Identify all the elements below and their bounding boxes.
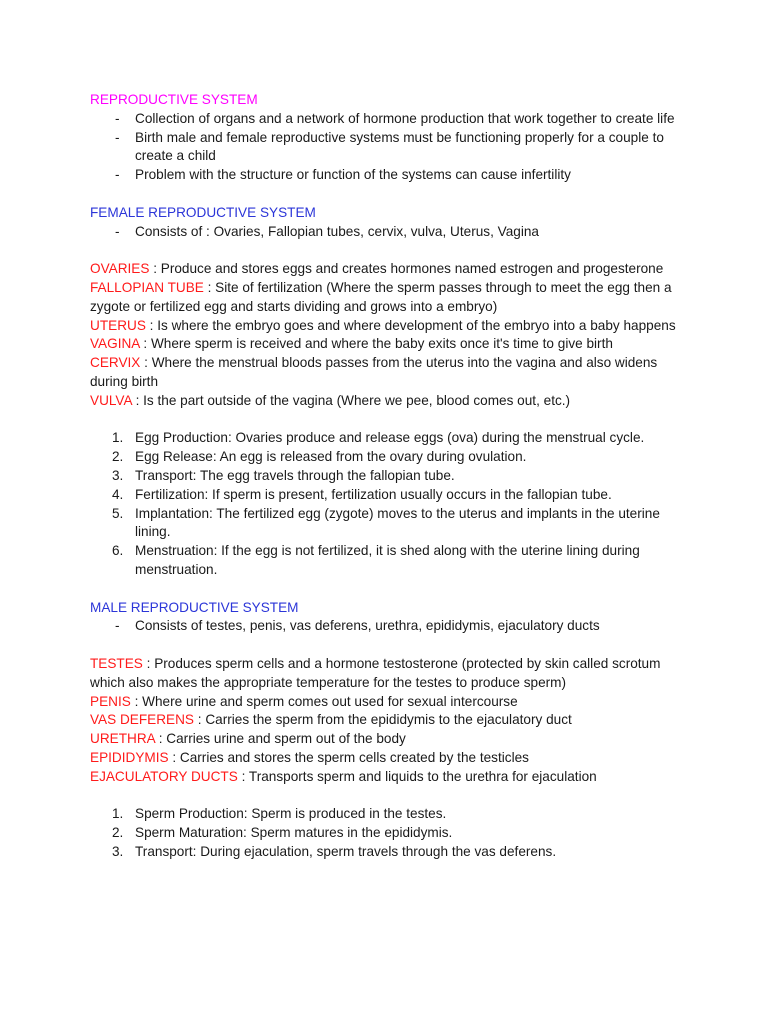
list-item — [90, 824, 690, 843]
list-item — [90, 486, 690, 505]
term-description: : Is where the embryo goes and where development of the embryo into a baby happens — [145, 317, 676, 333]
list-text: Sperm Maturation: Sperm matures in the epididymis. — [135, 825, 453, 841]
term-label: CERVIX — [90, 355, 141, 371]
term-description: : Carries and stores the sperm cells created by the testicles — [168, 749, 529, 765]
list-number: 1. — [112, 806, 124, 822]
spacer — [90, 241, 690, 260]
reproductive-system-heading: REPRODUCTIVE SYSTEM — [90, 92, 258, 107]
list-text: Egg Production: Ovaries produce and release eggs (ova) during the menstrual cycle. — [135, 430, 645, 446]
list-text: Menstruation: If the egg is not fertilized, it is shed along with the uterine lining during menstruation. — [135, 543, 640, 577]
term-label: VAS DEFERENS — [90, 712, 194, 728]
list-item — [90, 429, 690, 448]
bullet-item: - Collection of organs and a network of hormone production that work together to create life — [90, 110, 690, 129]
spacer — [90, 786, 690, 805]
list-number: 2. — [112, 825, 124, 841]
reproductive-system-bullets — [90, 110, 690, 185]
female-system-bullets — [90, 223, 690, 242]
list-text: Transport: During ejaculation, sperm travels through the vas deferens. — [135, 843, 557, 859]
term-definition — [90, 730, 690, 749]
term-label: URETHRA — [90, 731, 155, 747]
term-label: UTERUS — [90, 317, 146, 333]
term-label: FALLOPIAN TUBE — [90, 279, 204, 295]
list-number: 6. — [112, 543, 124, 559]
term-definition — [90, 749, 690, 768]
list-text: Implantation: The fertilized egg (zygote) moves to the uterus and implants in the uterine lining. — [135, 505, 660, 540]
term-definition — [90, 335, 690, 354]
list-text: Fertilization: If sperm is present, fertilization usually occurs in the fallopian tube. — [135, 486, 612, 502]
female-terms — [90, 260, 690, 410]
term-description: : Where sperm is received and where the baby exits once it's time to give birth — [139, 336, 613, 352]
list-number: 3. — [112, 843, 124, 859]
term-definition — [90, 279, 690, 317]
list-item — [90, 467, 690, 486]
term-definition — [90, 711, 690, 730]
term-description: : Carries the sperm from the epididymis to the ejaculatory duct — [194, 712, 572, 728]
list-number: 4. — [112, 486, 124, 502]
list-number: 5. — [112, 505, 124, 521]
term-definition — [90, 693, 690, 712]
list-item — [90, 843, 690, 862]
term-description: : Where the menstrual bloods passes from the uterus into the vagina and also widens during birth — [90, 355, 658, 389]
male-system-heading: MALE REPRODUCTIVE SYSTEM — [90, 599, 299, 615]
bullet-item: - Birth male and female reproductive systems must be functioning properly for a couple to create a child — [90, 129, 690, 167]
term-label: TESTES — [90, 655, 143, 671]
term-definition — [90, 392, 690, 411]
term-description: : Site of fertilization (Where the sperm passes through to meet the egg then a zygote or fertilized egg and starts dividing and grows into a embryo) — [90, 279, 672, 314]
term-label: PENIS — [90, 693, 131, 709]
term-description: : Carries urine and sperm out of the body — [154, 731, 406, 747]
term-description: : Produces sperm cells and a hormone testosterone (protected by skin called scrotum which also makes the appropriate temperature for the testes to produce sperm) — [90, 655, 661, 690]
term-label: OVARIES — [90, 261, 150, 277]
bullet-item: - Consists of testes, penis, vas deferens, urethra, epididymis, ejaculatory ducts — [90, 617, 690, 636]
male-system-bullets — [90, 617, 690, 636]
spacer — [90, 411, 690, 430]
female-process-list — [90, 429, 690, 579]
term-label: VULVA — [90, 392, 132, 408]
term-description: : Produce and stores eggs and creates hormones named estrogen and progesterone — [149, 261, 664, 277]
term-definition — [90, 768, 690, 787]
list-text: Egg Release: An egg is released from the ovary during ovulation. — [135, 449, 527, 465]
spacer — [90, 636, 690, 655]
list-item — [90, 505, 690, 543]
term-definition — [90, 317, 690, 336]
bullet-item: - Problem with the structure or function of the systems can cause infertility — [90, 166, 690, 185]
list-text: Transport: The egg travels through the fallopian tube. — [135, 467, 455, 483]
list-text: Sperm Production: Sperm is produced in the testes. — [135, 806, 447, 822]
term-description: : Is the part outside of the vagina (Where we pee, blood comes out, etc.) — [131, 392, 571, 408]
term-description: : Transports sperm and liquids to the urethra for ejaculation — [237, 768, 597, 784]
document-body — [90, 91, 690, 862]
term-definition — [90, 354, 690, 392]
list-number: 1. — [112, 430, 124, 446]
list-number: 3. — [112, 467, 124, 483]
term-label: EPIDIDYMIS — [90, 749, 169, 765]
male-terms — [90, 655, 690, 787]
list-item — [90, 448, 690, 467]
term-description: : Where urine and sperm comes out used for sexual intercourse — [130, 693, 518, 709]
bullet-item: - Consists of : Ovaries, Fallopian tubes, cervix, vulva, Uterus, Vagina — [90, 223, 690, 242]
list-item — [90, 542, 690, 580]
female-system-heading: FEMALE REPRODUCTIVE SYSTEM — [90, 204, 316, 220]
list-number: 2. — [112, 449, 124, 465]
male-process-list — [90, 805, 690, 861]
spacer — [90, 185, 690, 204]
term-definition — [90, 655, 690, 693]
term-label: VAGINA — [90, 336, 140, 352]
term-label: EJACULATORY DUCTS — [90, 768, 238, 784]
spacer — [90, 580, 690, 599]
term-definition — [90, 260, 690, 279]
list-item — [90, 805, 690, 824]
